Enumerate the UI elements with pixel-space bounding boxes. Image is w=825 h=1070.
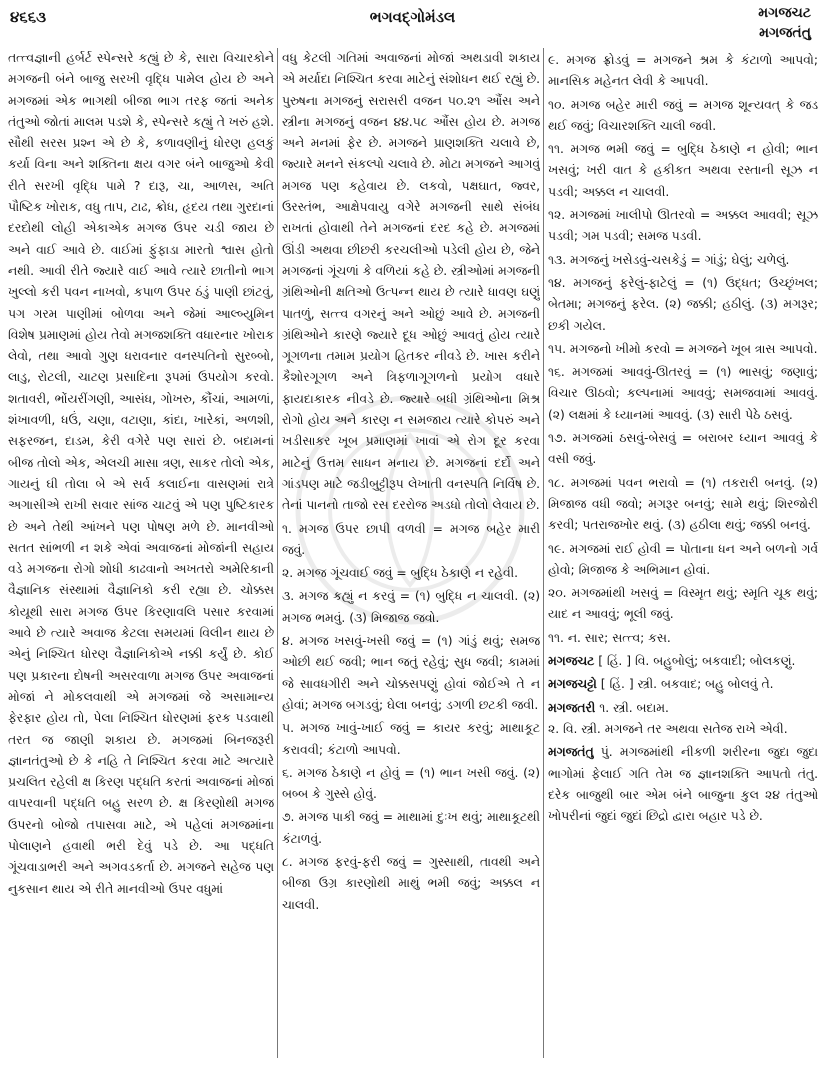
- idiom-item: ૨૦. મગજમાંથી ખસવું = વિસ્મૃત થવું; સ્મૃતિ ચૂક થવું; યાદ ન આવવું; ભૂલી જવું.: [548, 586, 818, 622]
- idiom-item: ૨. મગજ ગૂંચવાઈ જવું = બુદ્ધિ ઠેકાણે ન રહેવી.: [282, 566, 519, 581]
- entry-headword: મગજતંતુ: [548, 745, 594, 760]
- idiom-item: ૭. મગજ પાકી જવું = માથામાં દુઃખ થવું; માથાકૂટથી કંટાળવું.: [282, 810, 540, 846]
- column-divider-right: [543, 48, 544, 1058]
- dictionary-entry: [548, 742, 818, 827]
- column-middle: [282, 48, 540, 1063]
- idiom-item: ૩. મગજ કહ્યું ન કરવું = (૧) બુદ્ધિ ન ચાલવી. (૨) મગજ ભમવું. (૩) મિજાજ જવો.: [282, 589, 540, 625]
- page-header: [0, 0, 825, 48]
- entry-definition: [ હિં. ] સ્ત્રી. બકવાદ; બહુ બોલવું તે.: [596, 677, 774, 692]
- dictionary-entry: [548, 651, 818, 672]
- idiom-item: ૧૬. મગજમાં આવવું-ઊતરવું = (૧) ભાસવું; જણાવું; વિચાર ઊઠવો; કલ્પનામાં આવવું; સમજવામાં આવવું. (૨) લક્ષમાં કે ધ્યાનમાં આવવું. (૩) સારી પેઠે ઠસવું.: [548, 365, 818, 422]
- entry-definition: ૧. સ્ત્રી. બદામ.: [595, 700, 669, 715]
- dictionary-entry: [548, 698, 818, 719]
- entry-definition: [ હિં. ] વિ. બહુબોલું; બકવાદી; બોલકણું.: [594, 654, 796, 669]
- running-title: ભગવદ્ગોમંડલ: [369, 8, 456, 26]
- entry-sense: ૨. વિ. સ્ત્રી. મગજને તર અથવા સતેજ રાખે એવી.: [548, 721, 788, 736]
- idiom-item: ૧૭. મગજમાં ઠસવું-બેસવું = બરાબર ધ્યાન આવવું કે વસી જવું.: [548, 431, 818, 467]
- entry-definition: પું. મગજમાંથી નીકળી શરીરના જુદા જુદા ભાગોમાં ફેલાઈ ગતિ તેમ જ જ્ઞાનશક્તિ આપતો તંતુ. દરેક બાજુથી બાર એમ બંને બાજુના કુલ ૨૪ તંતુઓ ખોપરીનાં જુદાં જુદાં છિદ્રો દ્વારા બહાર પડે છે.: [548, 745, 818, 824]
- column-divider-left: [277, 48, 278, 1058]
- idiom-item: ૧૮. મગજમાં પવન ભરાવો = (૧) તકરારી બનવું. (૨) મિજાજ વધી જવો; મગરૂર બનવું; સામે થવું; શિરજોરી કરવી; પતરાજખોર થવું. (૩) હઠીલા થવું; જક્કી બનવું.: [548, 475, 818, 533]
- idiom-item: ૫. મગજ ખાવું-ખાઈ જવું = કાયર કરવું; માથાકૂટ કરાવવી; કંટાળો આપવો.: [282, 721, 540, 757]
- column-left: [8, 48, 274, 1063]
- idiom-item: ૧૧. મગજ ભમી જવું = બુદ્ધિ ઠેકાણે ન હોવી; ભાન ખસવું; ખરી વાત કે હકીકત અથવા રસ્તાની સૂઝ ન પડવી; અક્કલ ન ચાલવી.: [548, 142, 818, 199]
- paragraph: તત્ત્વજ્ઞાની હર્બર્ટ સ્પેન્સરે કહ્યું છે કે, સારા વિચારકોને મગજની બંને બાજુ સરખી વૃદ્ધિ પામેલ હોય છે અને મગજમાં એક ભાગથી બીજા ભાગ તરફ જતાં અનેક તંતુઓ જોતાં માલમ પડશે કે, સ્પેન્સરે કહ્યું તે ખરું હશે. સૌથી સરસ પ્રશ્ન એ છે કે, કળાવણીનું ધોરણ હલકું કર્યા વિના અને શક્તિના ક્ષય વગર બંને બાજુઓ કેવી રીતે સરખી વૃદ્ધિ પામે ? દારૂ, ચા, આળસ, અતિ પૌષ્ટિક ખોરાક, વધુ તાપ, ટાઢ, ક્રોધ, હૃદય તથા ગુરદાનાં દરદોથી લોહી એકાએક મગજ ઉપર ચડી જાય છે અને વાઈ આવે છે. વાઈમાં ફુંફાડા મારતો શ્વાસ હોતો નથી. આવી રીતે જ્યારે વાઈ આવે ત્યારે છાતીનો ભાગ ખુલ્લો કરી પવન નાખવો, કપાળ ઉપર ઠંડું પાણી છાંટવું, પગ ગરમ પાણીમાં બોળવા અને જેમાં આલ્બ્યુમિન વિશેષ પ્રમાણમાં હોય તેવો મગજશક્તિ વધારનાર ખોરાક લેવો, તથા આવો ગુણ ધરાવનાર વનસ્પતિનો સુરબ્બો, લાડુ, રોટલી, ચાટણ પ્રસાદિના રૂપમાં ઉપયોગ કરવો. શતાવરી, ભોંયરીંગણી, આસંધ, ગોખરુ, કૌંચાં, આમળાં, શંખાવળી, ધઉં, ચણા, વટાણા, કાંદા, ખારેકાં, અળશી, સફરજન, દાડમ, કેરી વગેરે પણ સારાં છે. બદામનાં બીજ તોલો એક, એલચી માસા ત્રણ, સાકર તોલો એક, ગાયનું ઘી તોલા બે એ સર્વ કલાઈના વાસણમાં રાત્રે અગાસીએ રાખી સવાર સાંજ ચાટવું એ પણ પુષ્ટિકારક છે અને તેથી આંખને પણ પોષણ મળે છે. માનવીઓ સતત સાંભળી ન શકે એવાં અવાજનાં મોજાંની સહાય વડે મગજના રોગો શોધી કાઢવાનો અખતરો અમેરિકાની વૈજ્ઞાનિક સંસ્થામાં વૈજ્ઞાનિકો કરી રહ્યા છે. ચોક્કસ કોયૂથી સારા મગજ ઉપર કિરણાવલિ પસાર કરવામાં આવે છે ત્યારે અવાજ કેટલા સમયમાં વિલીન થાય છે એનું નિશ્ચિત ધોરણ વૈજ્ઞાનિકોએ નક્કી કર્યું છે. કોઈ પણ પ્રકારના દોષની અસરવાળા મગજ ઉપર અવાજનાં મોજાં ને મોકલવાથી એ મગજમાં જે અસામાન્ય ફેરફાર હોય તો, પેલા નિશ્ચિત ધોરણમાં ફરક પડવાથી તરત જ જાણી શકાય છે. મગજમાં બિનજરૂરી જ્ઞાનતંતુઓ છે કે નહિ તે નિશ્ચિત કરવા માટે અત્યારે પ્રચલિત રહેલી ક્ષ કિરણ પદ્ધતિ કરતાં અવાજનાં મોજાં વાપરવાની પદ્ધતિ બહુ સરળ છે. ક્ષ કિરણોથી મગજ ઉપરનો બોજો તપાસવા માટે, એ પહેલાં મગજમાંના પોલાણને હવાથી ભરી દેવું પડે છે. આ પદ્ધતિ ગૂંચવાડાભરી અને અગવડકર્તા છે. મગજને સહેજ પણ નુકસાન થાય એ રીતે માનવીઓ ઉપર વધુમાં: [8, 51, 274, 896]
- paragraph: વધુ કેટલી ગતિમાં અવાજનાં મોજાં અથડાવી શકાય એ મર્યાદા નિશ્ચિત કરવા માટેનું સંશોધન થઈ રહ્યું છે. પુરુષના મગજનું સરાસરી વજન ૫૦.૨૧ ઔંસ અને સ્ત્રીના મગજનું વજન ૪૪.૫૮ ઔંસ હોય છે. મગજ અને મનમાં ફેર છે. મગજને પ્રાણશક્તિ ચલાવે છે, જ્યારે મનને સંકલ્પો ચલાવે છે. મોટા મગજને આગવું મગજ પણ કહેવાય છે. લકવો, પક્ષઘાત, જ્વર, ઉરસ્તંભ, આક્ષેપવાયુ વગેરે મગજની સાથે સંબંધ રાખતાં હોવાથી તેને મગજનાં દરદ કહે છે. મગજમાં ઊંડી અથવા છીછરી કરચલીઓ પડેલી હોય છે, જેને મગજનાં ગૂંચળાં કે વળિયાં કહે છે. સ્ત્રીઓમાં મગજની ગ્રંથિઓની ક્ષતિઓ ઉત્પન્ન થાય છે ત્યારે ધાવણ ઘણું પાતળું, સત્ત્વ વગરનું અને ઓછું આવે છે. મગજની ગ્રંથિઓને કારણે જ્યારે દૂધ ઓછું આવતું હોય ત્યારે ગૂગળના તમામ પ્રયોગ હિતકર નીવડે છે. ખાસ કરીને કૈશોરગૂગળ અને ત્રિફળાગૂગળનો પ્રયોગ વધારે ફાયદાકારક નીવડે છે. જ્યારે બધી ગ્રંથિઓના મિશ્ર રોગો હોય અને કારણ ન સમજાય ત્યારે કોપરું અને ખડીસાકર ખૂબ પ્રમાણમાં ખાવાં એ રોગ દૂર કરવા માટેનું ઉત્તમ સાધન મનાય છે. મગજનાં દર્દો અને ગાંડપણ માટે જડીબુટ્ટીરૂપ લેખાતી વનસ્પતિ નિર્વિષ છે. તેનાં પાનનો તાજો રસ દરરોજ અડધો તોલો લેવાય છે.: [282, 51, 540, 513]
- page-number: ૪૬૬૩: [10, 8, 47, 26]
- idiom-item: ૧૩. મગજનું ખસેડવું-ચસકેડું = ગાંડું; ઘેલું; ચળેલું.: [548, 252, 790, 267]
- idiom-item: ૪. મગજ ખસવું-ખસી જવું = (૧) ગાંડું થવું; સમજ ઓછી થઈ જવી; ભાન જતું રહેવું; સુધ જવી; કામમાં જે સાવધગીરી અને ચોક્કસપણું હોવાં જોઈએ તે ન હોવાં; મગજ બગડવું; ઘેલા બનવું; ડગળી છટકી જવી.: [282, 634, 540, 712]
- entry-headword: મગજતરી: [548, 700, 596, 715]
- column-right: [548, 48, 818, 1063]
- guide-word-first: મગજચટ: [758, 5, 811, 21]
- idiom-item: ૧૨. મગજમાં ખાલીપો ઊતરવો = અક્કલ આવવી; સૂઝ પડવી; ગમ પડવી; સમજ પડવી.: [548, 208, 818, 244]
- idiom-item: ૬. મગજ ઠેકાણે ન હોવું = (૧) ભાન ખસી જવું. (૨) બબ્બ કે ગુસ્સે હોવું.: [282, 765, 540, 802]
- idiom-item: ૯. મગજ ફ્રોડવું = મગજને શ્રમ કે કંટાળો આપવો; માનસિક મહેનત લેવી કે આપવી.: [548, 53, 818, 89]
- sense-item: ૧૧. ન. સાર; સત્ત્વ; કસ.: [548, 630, 671, 645]
- idiom-item: ૮. મગજ ફરવું-ફરી જવું = ગુસ્સાથી, તાવથી અને બીજા ઉગ્ર કારણોથી માથું ભમી જવું; અક્કલ ન ચાલવી.: [282, 854, 540, 912]
- dictionary-entry: [548, 674, 818, 695]
- idiom-item: ૧૫. મગજનો ખીમો કરવો = મગજને ખૂબ ત્રાસ આપવો.: [548, 341, 818, 356]
- entry-headword: મગજચટ: [548, 654, 595, 669]
- guide-word-last: મગજતંતુ: [759, 25, 811, 41]
- idiom-item: ૧૯. મગજમાં રાઈ હોવી = પોતાના ધન અને બળનો ગર્વ હોવો; મિજાજ કે અભિમાન હોવાં.: [548, 541, 818, 577]
- entry-headword: મગજચટ્ટો: [548, 677, 597, 692]
- idiom-item: ૧૦. મગજ બહેર મારી જવું = મગજ શૂન્યવત્ કે જડ થઈ જવું; વિચારશક્તિ ચાલી જવી.: [548, 97, 818, 133]
- idiom-item: ૧. મગજ ઉપર છાપી વળવી = મગજ બહેર મારી જવું.: [282, 521, 540, 557]
- idiom-item: ૧૪. મગજનું ફરેલું-ફાટેલું = (૧) ઉદ્ધત; ઉચ્છૃંખલ; બેતમા; મગજનું ફરેલ. (૨) જક્કી; હઠીલું. (૩) મગરૂર; છકી ગયેલ.: [548, 275, 818, 333]
